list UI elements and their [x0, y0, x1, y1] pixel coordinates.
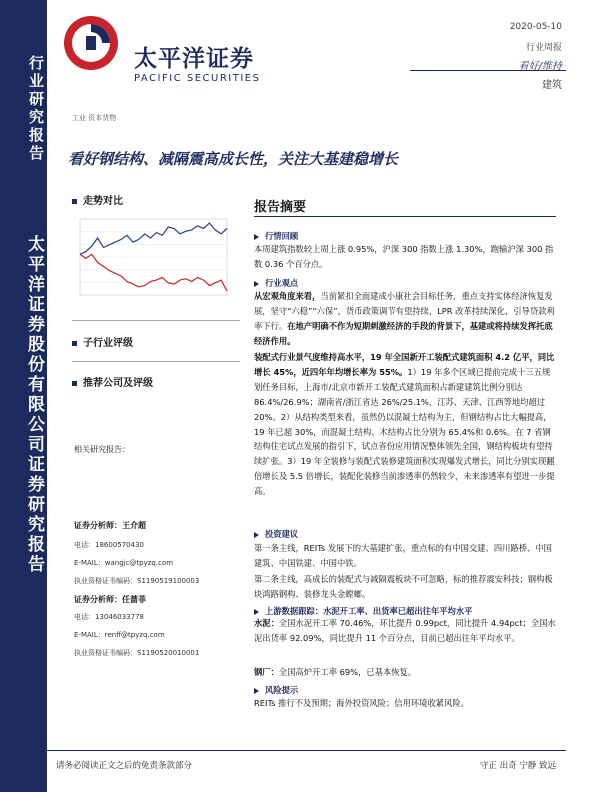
- section-market-review: 行情回顾: [254, 230, 298, 242]
- investment-line2: 第二条主线，高成长的装配式与减隔震板块不可忽略，标的推荐震安科技；钢构板块鸿路钢构、装修龙头金螳螂。: [254, 574, 553, 599]
- breadcrumb: 工业 资本货物: [72, 114, 117, 122]
- risk-text: REITs 推行不及预期；海外投资风险；信用环境收紧风险。: [254, 698, 469, 708]
- analyst2-email[interactable]: E-MAIL：renff@tpyzq.com: [74, 631, 165, 639]
- summary-divider: [254, 216, 556, 217]
- analyst2-name: 证券分析师：任蔷菲: [74, 595, 146, 604]
- bullet-triangle-icon: [254, 532, 259, 538]
- page-title: 看好钢结构、减隔震高成长性，关注大基建稳增长: [68, 150, 399, 168]
- footer-divider: [46, 750, 566, 751]
- logo-emblem-icon: [62, 14, 120, 72]
- slogan: 守正 出奇 宁静 致远: [479, 761, 556, 771]
- analyst2-cert: 执业资格证书编码：S1190520010001: [74, 649, 200, 657]
- trend-chart: [72, 207, 237, 307]
- report-type: 行业周报: [525, 43, 562, 53]
- steel-paragraph: 钢厂：全国高炉开工率 69%，已基本恢复。: [254, 667, 417, 677]
- disclaimer-note: 请务必阅读正文之后的免责条款部分: [56, 761, 193, 771]
- logo-chinese: 太平洋证券: [134, 46, 254, 72]
- bullet-square-icon: [72, 341, 77, 346]
- bullet-square-icon: [72, 199, 77, 204]
- summary-heading: 报告摘要: [254, 200, 307, 215]
- bullet-triangle-icon: [254, 688, 259, 694]
- analyst2-phone: 电话：13046033778: [74, 613, 144, 621]
- trend-heading: 走势对比: [72, 192, 123, 207]
- left-banner: [0, 0, 47, 792]
- chart-series-line-2: [80, 254, 227, 291]
- investment-line1: 第一条主线，REITs 发展下的大基建扩张，重点标的有中国交建、四川路桥、中国建筑、中国铁建、中国中铁。: [254, 543, 552, 568]
- section-investment: 投资建议: [254, 528, 298, 540]
- bullet-square-icon: [72, 381, 77, 386]
- sector: 建筑: [542, 80, 562, 91]
- divider: [72, 361, 240, 362]
- bullet-triangle-icon: [254, 609, 259, 615]
- analyst1-phone: 电话：18600570430: [74, 541, 144, 549]
- analyst1-email[interactable]: E-MAIL：wangjc@tpyzq.com: [74, 559, 174, 567]
- report-date: 2020-05-10: [509, 22, 562, 32]
- section-risk: 风险提示: [254, 684, 298, 696]
- section-industry-view: 行业观点: [254, 277, 298, 289]
- logo-english: PACIFIC SECURITIES: [134, 73, 261, 84]
- cement-paragraph: 水泥：全国水泥开工率 70.46%，环比提升 0.99pct，同比提升 4.94pct；全国水泥出货率 92.09%，同比提升 11 个百分点，目前已超出往年平均水平。: [254, 618, 556, 643]
- rating: 看好/维持: [518, 61, 562, 72]
- chart-series-line-1: [80, 223, 227, 254]
- sidebar-top-text: 行业研究报告: [27, 55, 45, 163]
- divider: [72, 320, 240, 321]
- macro-paragraph: 从宏观角度来看，当前紧扣全面建成小康社会目标任务，重点支持实体经济恢复发展，坚守“六稳”“六保”，货币政策调节有望持续，LPR 改革持续深化，引导贷款利率下行。在地产明确不作为短期刺激经济的手段的背景下，基建或将持续发挥托底经济作用。: [254, 291, 555, 346]
- analyst1-cert: 执业资格证书编码：S1190519100003: [74, 577, 200, 585]
- analyst1-name: 证券分析师：王介超: [74, 521, 146, 530]
- section-upstream: 上游数据跟踪：水泥开工率、出货率已超出往年平均水平: [254, 605, 472, 617]
- sub-rating-heading: 子行业评级: [72, 334, 133, 349]
- prefab-paragraph: 装配式行业景气度维持高水平，19 年全国新开工装配式建筑面积 4.2 亿平，同比增长 45%，近四年年均增长率为 55%。1）19 年多个区域已提前完成十三五规划任务目标，上海市/北京市新开工装配式建筑面积占新建建筑比例分别达 86.4%/26.9%；湖南省/浙江省达 26%/25.1%，江苏、天津、江西等地均超过 20%。2）从结构类型来看，虽然仍以混凝土结构为主，但钢结构占比大幅提高，19 年已超 30%，而混凝土结构、木结构占比分别为 65.4%和 0.6%。在 7 省钢结构住宅试点发展的指引下，试点省份应用情况整体领先全国，钢结构板块有望持续扩张。3）19 年全装修与装配式装修建筑面积实现爆发式增长，同比分别实现翻倍增长及 5.5 倍增长，装配化装修当前渗透率仍然较少，未来渗透率有望进一步提高。: [254, 352, 555, 497]
- sidebar-bottom-text: 太平洋证券股份有限公司证券研究报告: [24, 235, 44, 575]
- bullet-triangle-icon: [254, 281, 259, 287]
- market-review-text: 本周建筑指数较上周上涨 0.95%，沪深 300 指数上涨 1.30%，跑输沪深 300 指数 0.36 个百分点。: [254, 244, 554, 269]
- related-reports-heading: 相关研究报告：: [74, 445, 130, 454]
- recommend-heading: 推荐公司及评级: [72, 374, 153, 389]
- bullet-triangle-icon: [254, 234, 259, 240]
